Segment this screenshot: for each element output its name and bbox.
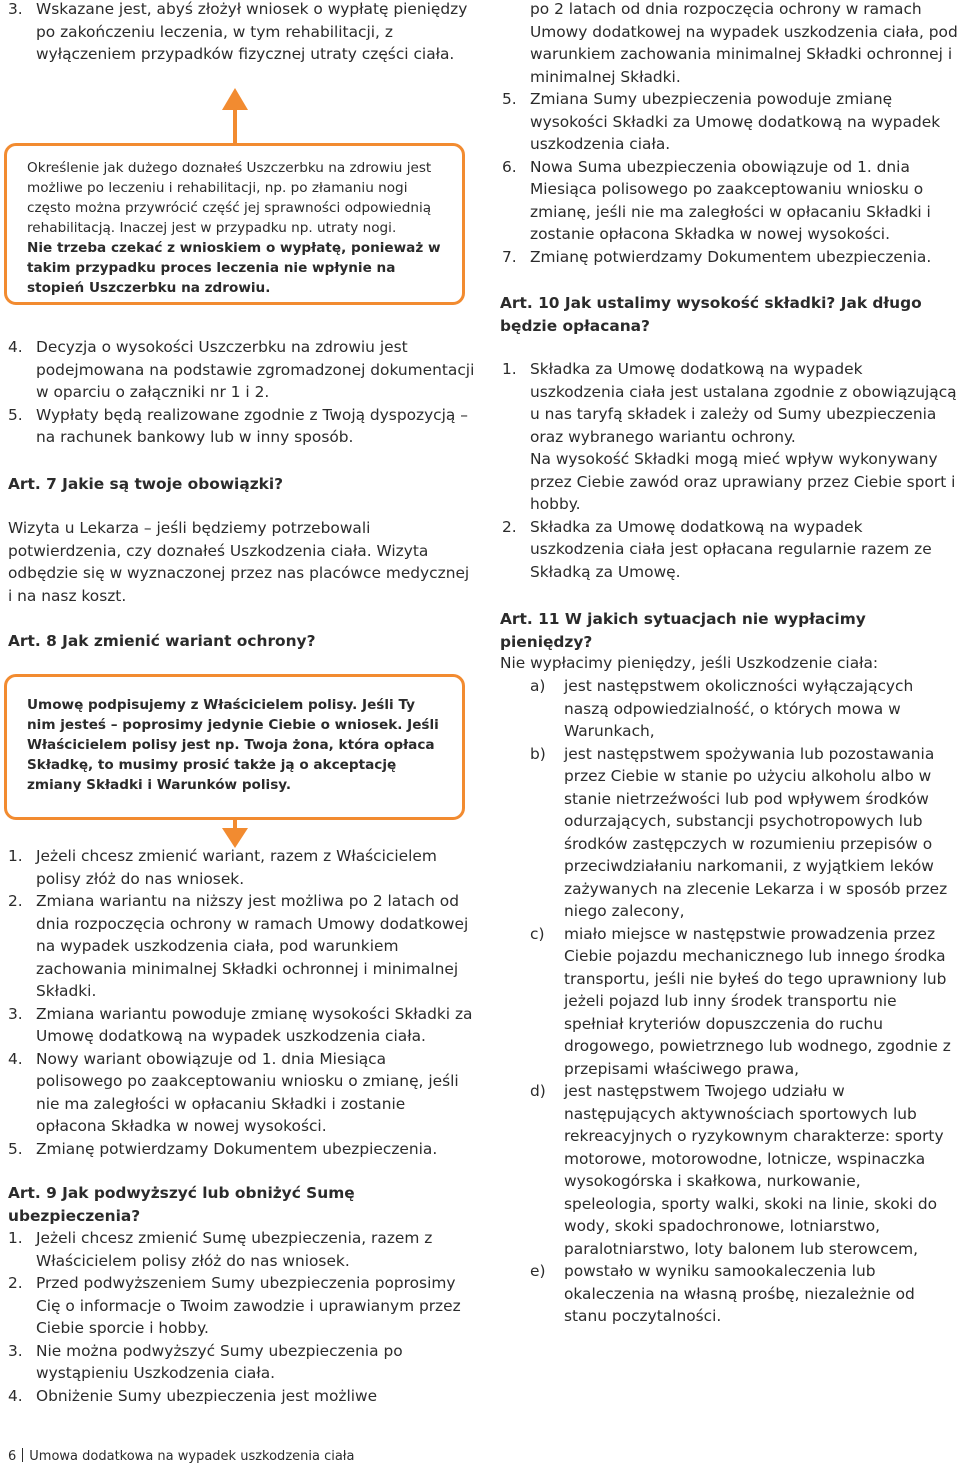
list-art9-cont — [494, 88, 958, 268]
list-item: 3. Zmiana wariantu powoduje zmianę wysokości Składki za Umowę dodatkową na wypadek uszkodzenia ciała. — [8, 1004, 473, 1045]
list-art9 — [0, 1227, 476, 1407]
list-item: c) miało miejsce w następstwie prowadzenia przez Ciebie pojazdu mechanicznego lub innego środka transportu, jeśli nie byłeś do tego uprawniony lub jeżeli pojazd lub inny środek transportu nie spełniał kryteriów dopuszczenia do ruchu drogowego, powietrznego lub wodnego, zgodnie z przepisami właściwego prawa, — [530, 924, 951, 1078]
list-item: 7. Zmianę potwierdzamy Dokumentem ubezpieczenia. — [502, 247, 932, 266]
list-art8 — [0, 845, 476, 1160]
callout-text: Umowę podpisujemy z Właścicielem polisy. Jeśli Ty nim jesteś – poprosimy jedynie Ciebie o wniosek. Jeśli Właścicielem polisy jest np. Twoja żona, która opłaca Składkę, to musimy prosić także ją o akceptację zmiany Składki i Warunków polisy. — [27, 697, 439, 793]
section-heading: Art. 9 Jak podwyższyć lub obniżyć Sumę ubezpieczenia? — [8, 1184, 355, 1225]
list-item: 4. Decyzja o wysokości Uszczerbku na zdrowiu jest podejmowana na podstawie zgromadzonej dokumentacji w oparciu o załączniki nr 1 i 2. — [8, 338, 475, 401]
page-number: 6 — [8, 1449, 17, 1464]
list-item: e) powstało w wyniku samookaleczenia lub okaleczenia na własną prośbę, niezależnie od stanu poczytalności. — [530, 1262, 915, 1325]
info-callout-injury — [4, 143, 465, 305]
list-payout-4-5 — [0, 336, 476, 449]
section-heading: Art. 7 Jakie są twoje obowiązki? — [8, 475, 284, 493]
footer-divider — [22, 1448, 23, 1462]
list-item: 1. Jeżeli chcesz zmienić wariant, razem z Właścicielem polisy złóż do nas wniosek. — [8, 847, 437, 888]
list-payout-cont — [0, 0, 476, 66]
info-callout-policy-owner — [4, 674, 465, 820]
list-item: 5. Wypłaty będą realizowane zgodnie z Twoją dyspozycją – na rachunek bankowy lub w inny sposób. — [8, 405, 468, 446]
list-item: b) jest następstwem spożywania lub pozostawania przez Ciebie w stanie po użyciu alkoholu albo w stanie nietrzeźwości lub pod wpływem środków odurzających, substancji psychotropowych lub środków zastępczych w rozumieniu przepisów o przeciwdziałaniu narkomanii, z wyjątkiem leków zażywanych na zlecenie Lekarza i w sposób przez niego zalecony, — [530, 744, 948, 920]
list-item: 2. Składka za Umowę dodatkową na wypadek uszkodzenia ciała jest opłacana regularnie razem ze Składką za Umowę. — [502, 517, 932, 581]
list-item: 4. Nowy wariant obowiązuje od 1. dnia Miesiąca polisowego po zaakceptowaniu wniosku o zmianę, jeśli nie ma zaległości w opłacaniu Składki i zostanie opłacona Składka w nowej wysokości. — [8, 1049, 459, 1135]
list-art11 — [500, 675, 958, 1328]
paragraph: Wizyta u Lekarza – jeśli będziemy potrzebowali potwierdzenia, czy doznałeś Uszkodzenia ciała. Wizyta odbędzie się w wyznaczonej przez nas placówce medycznej i na nasz koszt. — [8, 519, 470, 605]
list-item: 5. Zmianę potwierdzamy Dokumentem ubezpieczenia. — [8, 1139, 438, 1158]
arrow-up-icon — [222, 88, 248, 110]
list-item: a) jest następstwem okoliczności wyłączających naszą odpowiedzialność, o których mowa w Warunkach, — [530, 677, 914, 740]
section-heading: Art. 11 W jakich sytuacjach nie wypłacimy pieniędzy? — [500, 610, 866, 651]
paragraph: po 2 latach od dnia rozpoczęcia ochrony w ramach Umowy dodatkowej na wypadek uszkodzenia ciała, pod warunkiem zachowania minimalnej Składki ochronnej i minimalnej Składki. — [530, 0, 958, 86]
list-item: 2. Przed podwyższeniem Sumy ubezpieczenia poprosimy Cię o informacje o Twoim zawodzie i uprawianym przez Ciebie sporcie i hobby. — [8, 1274, 461, 1337]
list-item: 4. Obniżenie Sumy ubezpieczenia jest możliwe — [8, 1386, 378, 1405]
list-item: 3. Nie można podwyższyć Sumy ubezpieczenia po wystąpieniu Uszkodzenia ciała. — [8, 1341, 403, 1382]
list-art10 — [494, 358, 958, 583]
list-item: 1. Jeżeli chcesz zmienić Sumę ubezpieczenia, razem z Właścicielem polisy złóż do nas wniosek. — [8, 1229, 433, 1270]
list-item: d) jest następstwem Twojego udziału w następujących aktywnościach sportowych lub rekreacyjnych o ryzykownym charakterze: sporty motorowe, motorowodne, lotnicze, wspinaczka wysokogórska i skałkowa, nurkowanie, speleologia, sporty walki, skoki na linie, skoki do wody, skoki spadochronowe, lotniarstwo, paralotniarstwo, loty balonem lub sterowcem, — [530, 1082, 944, 1258]
section-heading: Art. 10 Jak ustalimy wysokość składki? Jak długo będzie opłacana? — [500, 294, 922, 335]
section-heading: Art. 8 Jak zmienić wariant ochrony? — [8, 632, 316, 650]
arrow-shaft — [233, 108, 237, 146]
list-item: 6. Nowa Suma ubezpieczenia obowiązuje od 1. dnia Miesiąca polisowego po zaakceptowaniu wniosku o zmianę, jeśli nie ma zaległości w opłacaniu Składki i zostanie opłacona Składka w nowej wysokości. — [502, 157, 931, 243]
callout-text: Określenie jak dużego doznałeś Uszczerbku na zdrowiu jest możliwe po leczeniu i rehabilitacji, np. po złamaniu nogi często można przywrócić część jej sprawności odpowiednią rehabilitacją. Inaczej jest w przypadku np. utraty nogi. — [27, 160, 432, 236]
list-item: 5. Zmiana Sumy ubezpieczenia powoduje zmianę wysokości Składki za Umowę dodatkową na wypadek uszkodzenia ciała. — [502, 90, 941, 153]
list-item: 3. Wskazane jest, abyś złożył wniosek o wypłatę pieniędzy po zakończeniu leczenia, w tym rehabilitacji, z wyłączeniem przypadków fizycznej utraty części ciała. — [8, 0, 468, 63]
footer-title: Umowa dodatkowa na wypadek uszkodzenia ciała — [29, 1449, 355, 1464]
list-item: 2. Zmiana wariantu na niższy jest możliwa po 2 latach od dnia rozpoczęcia ochrony w ramach Umowy dodatkowej na wypadek uszkodzenia ciała, pod warunkiem zachowania minimalnej Składki ochronnej i minimalnej Składki. — [8, 892, 469, 1000]
callout-bold-text: Nie trzeba czekać z wnioskiem o wypłatę, ponieważ w takim przypadku proces leczenia nie wpłynie na stopień Uszczerbku na zdrowiu. — [27, 240, 441, 296]
paragraph: Nie wypłacimy pieniędzy, jeśli Uszkodzenie ciała: — [500, 654, 879, 672]
page-footer — [8, 1448, 354, 1466]
list-item: 1. Składka za Umowę dodatkową na wypadek uszkodzenia ciała jest ustalana zgodnie z obowiązującą u nas taryfą składek i zależy od Sumy ubezpieczenia oraz wybranego wariantu ochrony. Na wysokość Składki mogą mieć wpływ wykonywany przez Ciebie zawód oraz uprawiany przez Ciebie sport i hobby. — [502, 360, 957, 513]
